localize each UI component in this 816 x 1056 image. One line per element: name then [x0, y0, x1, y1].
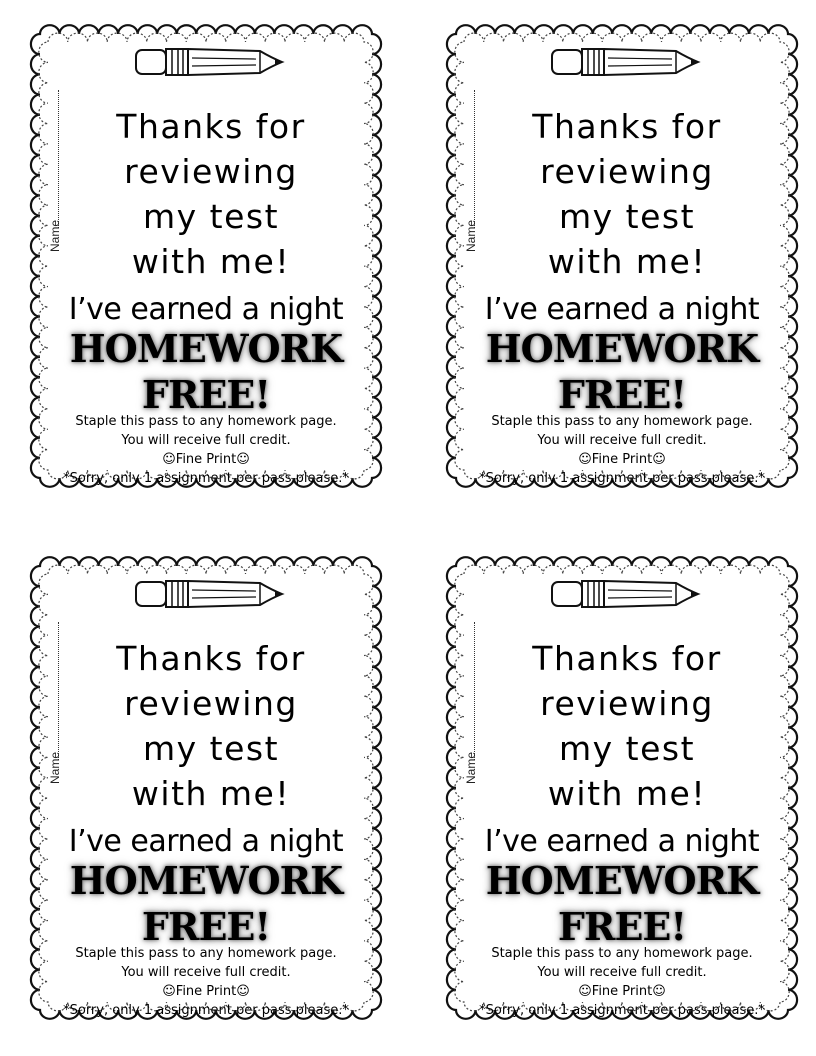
- thanks-line: Thanks for: [532, 107, 722, 146]
- name-label: Name: [464, 219, 478, 252]
- headline-line: HOMEWORK: [485, 858, 759, 903]
- name-label: Name: [48, 219, 62, 252]
- name-label: Name: [48, 751, 62, 784]
- fine-print: [446, 944, 798, 1020]
- homework-free-headline: [452, 858, 792, 950]
- thanks-line: reviewing: [540, 152, 714, 191]
- homework-pass-card: [26, 20, 386, 492]
- fine-print-line: You will receive full credit.: [121, 965, 291, 980]
- homework-free-headline: [36, 858, 376, 950]
- fine-print: [30, 944, 382, 1020]
- headline-line: FREE!: [141, 372, 271, 417]
- headline-line: HOMEWORK: [485, 326, 759, 371]
- headline-line: HOMEWORK: [69, 858, 343, 903]
- thanks-line: Thanks for: [116, 107, 306, 146]
- headline-line: FREE!: [557, 904, 687, 949]
- fine-print-line: ☺Fine Print☺: [162, 984, 250, 999]
- name-write-line: [58, 90, 59, 228]
- thanks-line: my test: [142, 729, 280, 768]
- thanks-line: reviewing: [124, 684, 298, 723]
- earned-line: I’ve earned a night: [484, 292, 760, 327]
- name-label: Name: [464, 751, 478, 784]
- pencil-icon: [548, 566, 708, 626]
- name-write-line: [474, 90, 475, 228]
- homework-free-headline: [36, 326, 376, 418]
- fine-print-line: You will receive full credit.: [121, 433, 291, 448]
- thanks-line: reviewing: [540, 684, 714, 723]
- fine-print-line: Staple this pass to any homework page.: [491, 946, 753, 961]
- homework-pass-card: [442, 552, 802, 1024]
- name-write-line: [474, 622, 475, 760]
- homework-pass-card: [442, 20, 802, 492]
- fine-print-line: ☺Fine Print☺: [578, 452, 666, 467]
- thanks-message: [86, 104, 336, 284]
- pencil-icon: [548, 34, 708, 94]
- fine-print-line: Staple this pass to any homework page.: [75, 946, 337, 961]
- thanks-line: my test: [558, 197, 696, 236]
- earned-line: I’ve earned a night: [68, 824, 344, 859]
- thanks-line: with me!: [131, 242, 291, 281]
- headline-line: FREE!: [557, 372, 687, 417]
- thanks-line: my test: [558, 729, 696, 768]
- homework-free-headline: [452, 326, 792, 418]
- thanks-line: with me!: [547, 774, 707, 813]
- thanks-line: with me!: [547, 242, 707, 281]
- earned-line: I’ve earned a night: [484, 824, 760, 859]
- fine-print-line: *Sorry, only 1 assignment per pass please.*: [479, 471, 765, 486]
- thanks-line: my test: [142, 197, 280, 236]
- name-write-line: [58, 622, 59, 760]
- fine-print-line: Staple this pass to any homework page.: [491, 414, 753, 429]
- fine-print-line: You will receive full credit.: [537, 433, 707, 448]
- fine-print-line: ☺Fine Print☺: [578, 984, 666, 999]
- fine-print: [30, 412, 382, 488]
- headline-line: FREE!: [141, 904, 271, 949]
- fine-print-line: *Sorry, only 1 assignment per pass please.*: [63, 471, 349, 486]
- thanks-message: [86, 636, 336, 816]
- earned-line: I’ve earned a night: [68, 292, 344, 327]
- headline-line: HOMEWORK: [69, 326, 343, 371]
- thanks-line: reviewing: [124, 152, 298, 191]
- homework-pass-card: [26, 552, 386, 1024]
- thanks-line: Thanks for: [116, 639, 306, 678]
- thanks-line: with me!: [131, 774, 291, 813]
- thanks-message: [502, 104, 752, 284]
- thanks-line: Thanks for: [532, 639, 722, 678]
- fine-print-line: Staple this pass to any homework page.: [75, 414, 337, 429]
- pencil-icon: [132, 34, 292, 94]
- thanks-message: [502, 636, 752, 816]
- fine-print-line: ☺Fine Print☺: [162, 452, 250, 467]
- fine-print: [446, 412, 798, 488]
- fine-print-line: *Sorry, only 1 assignment per pass please.*: [63, 1003, 349, 1018]
- pencil-icon: [132, 566, 292, 626]
- fine-print-line: You will receive full credit.: [537, 965, 707, 980]
- fine-print-line: *Sorry, only 1 assignment per pass please.*: [479, 1003, 765, 1018]
